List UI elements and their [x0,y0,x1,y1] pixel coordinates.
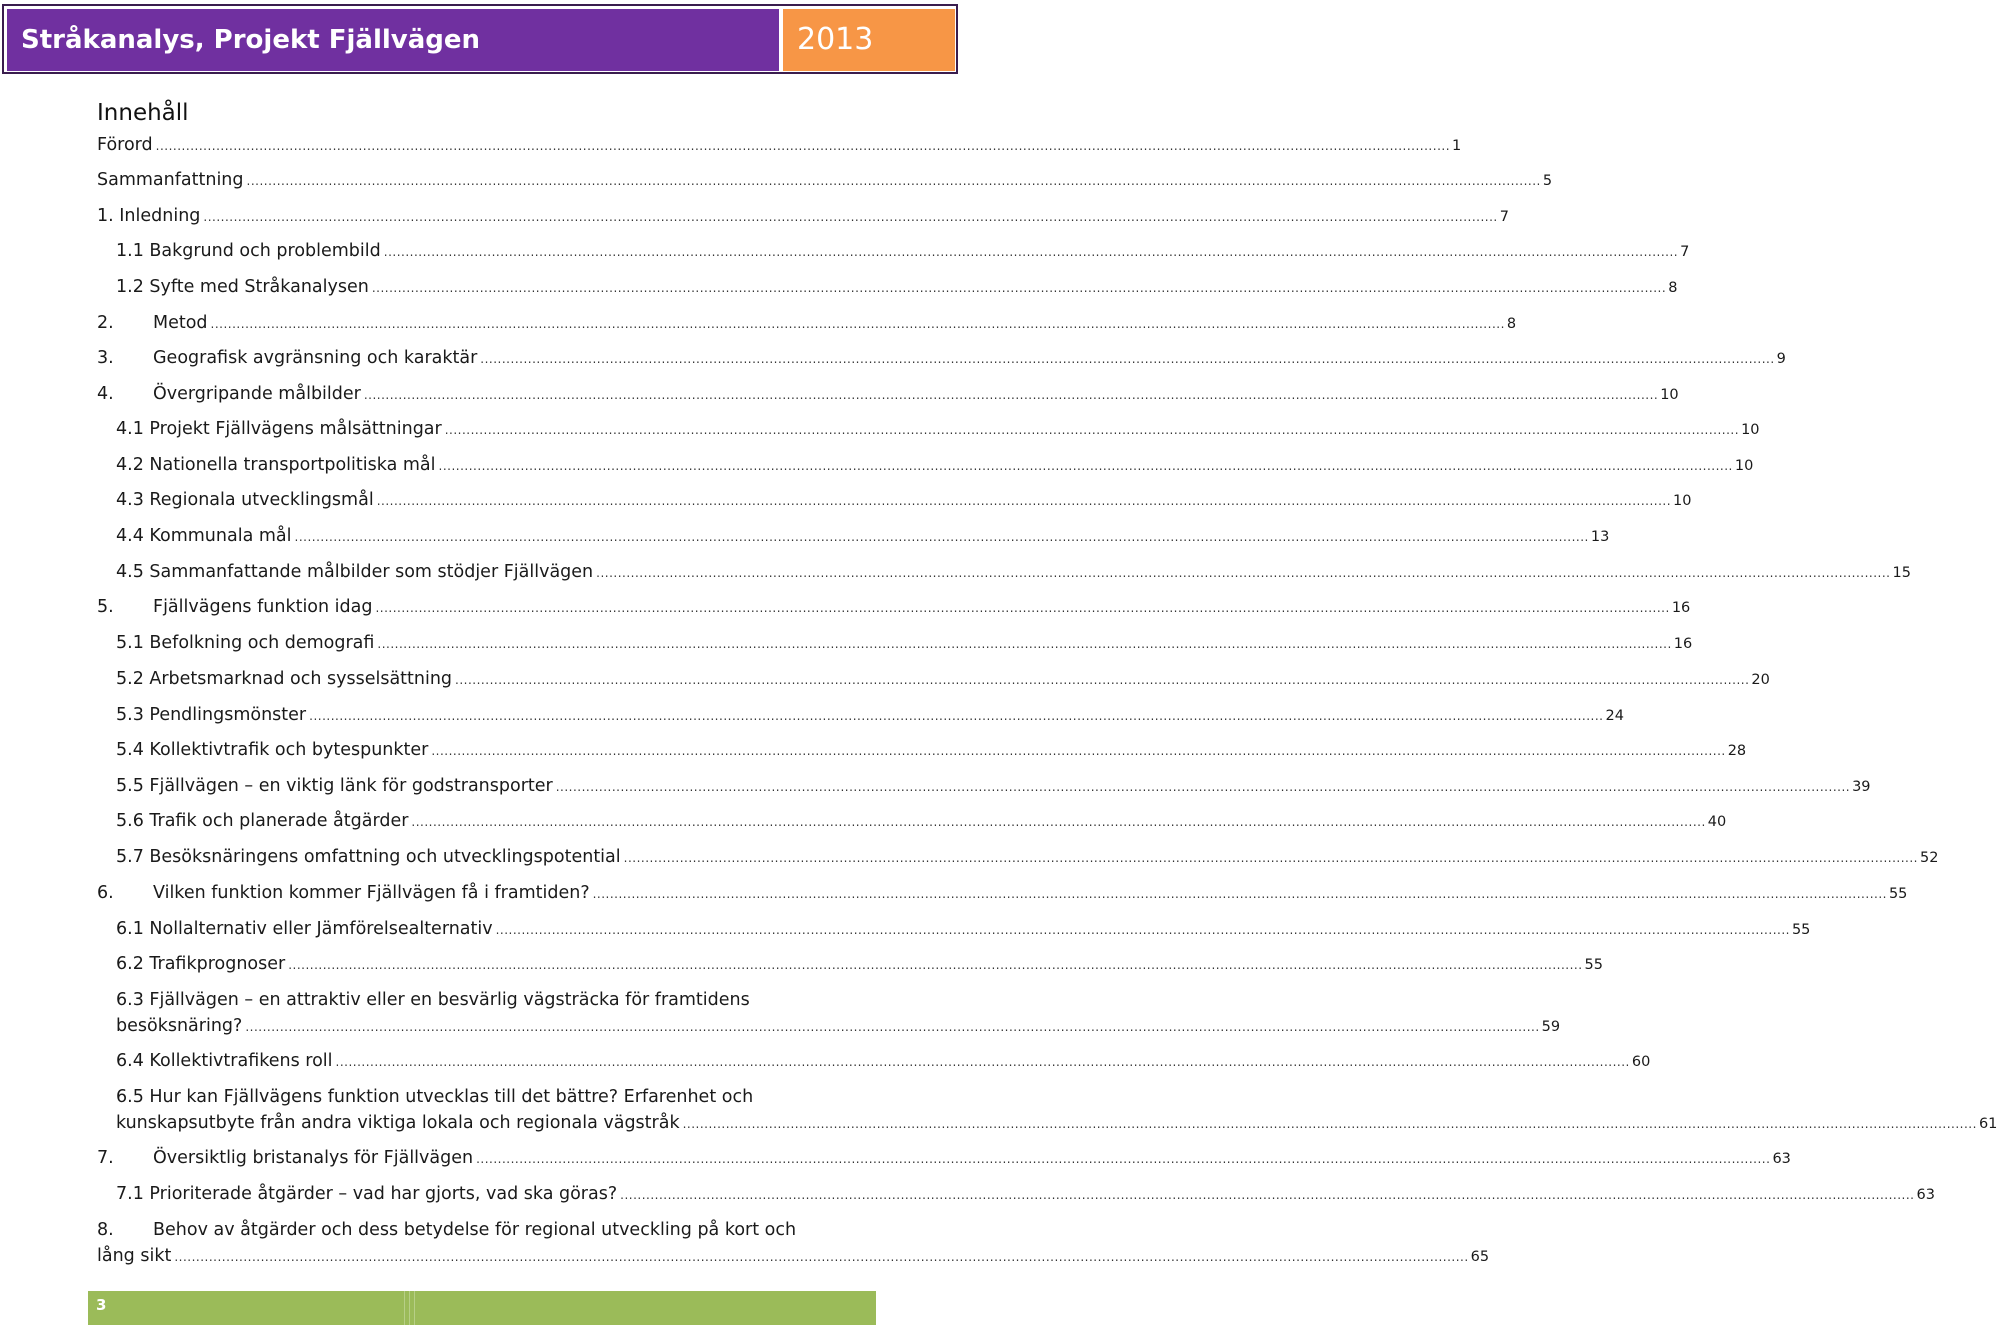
dot-leader: ............................................................................................................................................................................................................................................................................................................ [210,317,1505,331]
toc-entry[interactable] [97,594,1691,621]
toc-entry-label: 5.1 Befolkning och demografi [116,633,375,653]
dot-leader: ............................................................................................................................................................................................................................................................................................................ [431,744,1726,758]
toc-entry-label: 1.1 Bakgrund och problembild [116,241,381,261]
toc-entry[interactable] [97,381,1679,408]
document-year: 2013 [783,9,955,71]
toc-entry[interactable] [97,880,1908,907]
toc-entry-page: 55 [1791,922,1811,938]
dot-leader: ............................................................................................................................................................................................................................................................................................................ [377,637,1672,651]
toc-entry-label: Metod [153,313,208,333]
toc-entry-label: 5.7 Besöksnäringens omfattning och utvecklingspotential [116,847,621,867]
dot-leader: ............................................................................................................................................................................................................................................................................................................ [246,174,1541,188]
toc-entry-number: 5. [97,597,114,617]
toc-entry-page: 15 [1892,565,1911,581]
dot-leader: ............................................................................................................................................................................................................................................................................................................ [682,1117,1977,1131]
toc-entry[interactable] [116,238,1690,265]
toc-entry[interactable] [97,1217,1490,1270]
toc-entry-label: Fjällvägens funktion idag [153,597,373,617]
toc-entry[interactable] [116,666,1770,693]
toc-entry[interactable] [116,808,1727,835]
dot-leader: ............................................................................................................................................................................................................................................................................................................ [155,139,1451,153]
toc-entry-label: Sammanfattning [97,170,244,190]
dot-leader: ............................................................................................................................................................................................................................................................................................................ [309,709,1604,723]
dot-leader: ............................................................................................................................................................................................................................................................................................................ [476,1152,1771,1166]
dot-leader: ............................................................................................................................................................................................................................................................................................................ [623,851,1918,865]
toc-entry[interactable] [116,987,1561,1040]
toc-entry-label: 6.5 Hur kan Fjällvägens funktion utvecklas till det bättre? Erfarenhet och [116,1087,754,1107]
toc-entry[interactable] [97,345,1786,372]
toc-entry[interactable] [116,844,1939,871]
toc-entry-page: 1 [1452,138,1462,154]
toc-entry[interactable] [116,1048,1651,1075]
dot-leader: ............................................................................................................................................................................................................................................................................................................ [455,673,1750,687]
toc-entry[interactable] [97,167,1553,194]
toc-entry-page: 7 [1499,209,1509,225]
toc-entry-label: Behov av åtgärder och dess betydelse för regional utveckling på kort och [153,1220,797,1240]
toc-entry-label: lång sikt [97,1246,172,1266]
toc-entry-label: 4.5 Sammanfattande målbilder som stödjer Fjällvägen [116,562,594,582]
toc-entry[interactable] [97,1145,1791,1172]
toc-entry[interactable] [116,702,1624,729]
toc-entry-number: 4. [97,384,114,404]
toc-entry-number: 7. [97,1148,114,1168]
toc-entry-number: 2. [97,313,114,333]
toc-entry-label: 4.4 Kommunala mål [116,526,292,546]
toc-entry-label: 5.3 Pendlingsmönster [116,705,307,725]
toc-entry-label: Vilken funktion kommer Fjällvägen få i framtiden? [153,883,590,903]
toc-entry-page: 24 [1605,708,1624,724]
toc-entry-label: 5.4 Kollektivtrafik och bytespunkter [116,740,429,760]
toc-entry[interactable] [116,630,1693,657]
dot-leader: ............................................................................................................................................................................................................................................................................................................ [294,530,1589,544]
toc-entry-page: 59 [1541,1019,1561,1035]
toc-entry-page: 16 [1673,636,1693,652]
toc-entry-label: 6.2 Trafikprognoser [116,954,286,974]
toc-entry-label: Övergripande målbilder [153,384,361,404]
document-title: Stråkanalys, Projekt Fjällvägen [7,9,779,71]
toc-entry-label: Översiktlig bristanalys för Fjällvägen [153,1148,474,1168]
toc-entry-number: 8. [97,1220,114,1240]
toc-entry-page: 7 [1680,244,1690,260]
footer-divider [404,1291,405,1325]
toc-entry[interactable] [116,916,1811,943]
toc-entry[interactable] [116,1181,1935,1208]
toc-entry-page: 10 [1734,458,1754,474]
dot-leader: ............................................................................................................................................................................................................................................................................................................ [620,1188,1915,1202]
toc-entry-label: kunskapsutbyte från andra viktiga lokala och regionala vägstråk [116,1113,680,1133]
toc-entry-page: 10 [1673,493,1692,509]
toc-entry-page: 28 [1727,743,1747,759]
toc-entry[interactable] [97,310,1517,337]
dot-leader: ............................................................................................................................................................................................................................................................................................................ [174,1250,1469,1264]
toc-entry-label: 4.1 Projekt Fjällvägens målsättningar [116,419,442,439]
toc-entry[interactable] [116,1084,1997,1137]
toc-entry-page: 10 [1660,387,1679,403]
toc-entry-page: 13 [1590,529,1610,545]
dot-leader: ............................................................................................................................................................................................................................................................................................................ [335,1055,1630,1069]
dot-leader: ............................................................................................................................................................................................................................................................................................................ [592,887,1887,901]
toc-entry[interactable] [116,951,1603,978]
dot-leader: ............................................................................................................................................................................................................................................................................................................ [371,281,1667,295]
toc-entry[interactable] [116,737,1747,764]
toc-entry-label: Förord [97,135,153,155]
toc-entry-page: 16 [1671,600,1691,616]
dot-leader: ............................................................................................................................................................................................................................................................................................................ [245,1020,1540,1034]
toc-entry-label: 4.2 Nationella transportpolitiska mål [116,455,436,475]
dot-leader: ............................................................................................................................................................................................................................................................................................................ [480,352,1775,366]
footer-divider [409,1291,410,1325]
dot-leader: ............................................................................................................................................................................................................................................................................................................ [438,459,1733,473]
toc-entry-page: 63 [1916,1187,1935,1203]
toc-entry-page: 8 [1506,316,1517,332]
toc-entry[interactable] [116,416,1760,443]
dot-leader: ............................................................................................................................................................................................................................................................................................................ [288,958,1583,972]
toc-entry-number: 3. [97,348,114,368]
dot-leader: ............................................................................................................................................................................................................................................................................................................ [596,566,1891,580]
toc-entry-page: 8 [1668,280,1678,296]
dot-leader: ............................................................................................................................................................................................................................................................................................................ [203,210,1498,224]
toc-entry-page: 60 [1631,1054,1651,1070]
toc-entry-page: 40 [1707,814,1727,830]
toc-entry[interactable] [116,274,1678,301]
page-footer [88,1291,876,1325]
toc-heading: Innehåll [97,100,189,126]
toc-entry-label: 6.3 Fjällvägen – en attraktiv eller en besvärlig vägsträcka för framtidens [116,990,750,1010]
toc-entry[interactable] [116,559,1911,586]
toc-entry-label: besöksnäring? [116,1016,243,1036]
page-header [2,4,958,74]
toc-entry[interactable] [116,487,1692,514]
toc-entry-page: 55 [1888,886,1908,902]
dot-leader: ............................................................................................................................................................................................................................................................................................................ [555,780,1851,794]
footer-divider [414,1291,415,1325]
toc-entry-page: 10 [1741,422,1760,438]
toc-entry[interactable] [97,203,1509,230]
dot-leader: ............................................................................................................................................................................................................................................................................................................ [495,923,1790,937]
toc-entry-page: 61 [1978,1116,1997,1132]
toc-entry[interactable] [116,523,1610,550]
toc-entry-page: 52 [1919,850,1939,866]
toc-entry-label: 5.2 Arbetsmarknad och sysselsättning [116,669,453,689]
toc-entry-label: 5.5 Fjällvägen – en viktig länk för godstransporter [116,776,553,796]
dot-leader: ............................................................................................................................................................................................................................................................................................................ [375,601,1670,615]
dot-leader: ............................................................................................................................................................................................................................................................................................................ [376,494,1672,508]
toc-entry-label: 1.2 Syfte med Stråkanalysen [116,277,369,297]
dot-leader: ............................................................................................................................................................................................................................................................................................................ [383,245,1679,259]
toc-entry-page: 5 [1542,173,1553,189]
page-number: 3 [96,1296,107,1314]
toc-entry-page: 65 [1470,1249,1490,1265]
toc-entry-number: 6. [97,883,114,903]
dot-leader: ............................................................................................................................................................................................................................................................................................................ [444,423,1740,437]
toc-entry-label: 7.1 Prioriterade åtgärder – vad har gjorts, vad ska göras? [116,1184,618,1204]
toc-entry-label: Geografisk avgränsning och karaktär [153,348,478,368]
toc-entry-label: 5.6 Trafik och planerade åtgärder [116,811,409,831]
dot-leader: ............................................................................................................................................................................................................................................................................................................ [411,815,1706,829]
toc-entry-page: 20 [1751,672,1770,688]
toc-entry-label: 4.3 Regionala utvecklingsmål [116,490,374,510]
toc-entry[interactable] [116,773,1871,800]
toc-entry[interactable] [116,452,1754,479]
toc-entry-page: 55 [1584,957,1603,973]
toc-entry-label: 6.4 Kollektivtrafikens roll [116,1051,333,1071]
toc-entry-label: 1. Inledning [97,206,201,226]
toc-entry-page: 9 [1776,351,1786,367]
toc-entry-page: 63 [1772,1151,1791,1167]
toc-entry-label: 6.1 Nollalternativ eller Jämförelsealternativ [116,919,493,939]
dot-leader: ............................................................................................................................................................................................................................................................................................................ [363,388,1659,402]
toc-entry-page: 39 [1852,779,1871,795]
toc-entry[interactable] [97,132,1462,159]
